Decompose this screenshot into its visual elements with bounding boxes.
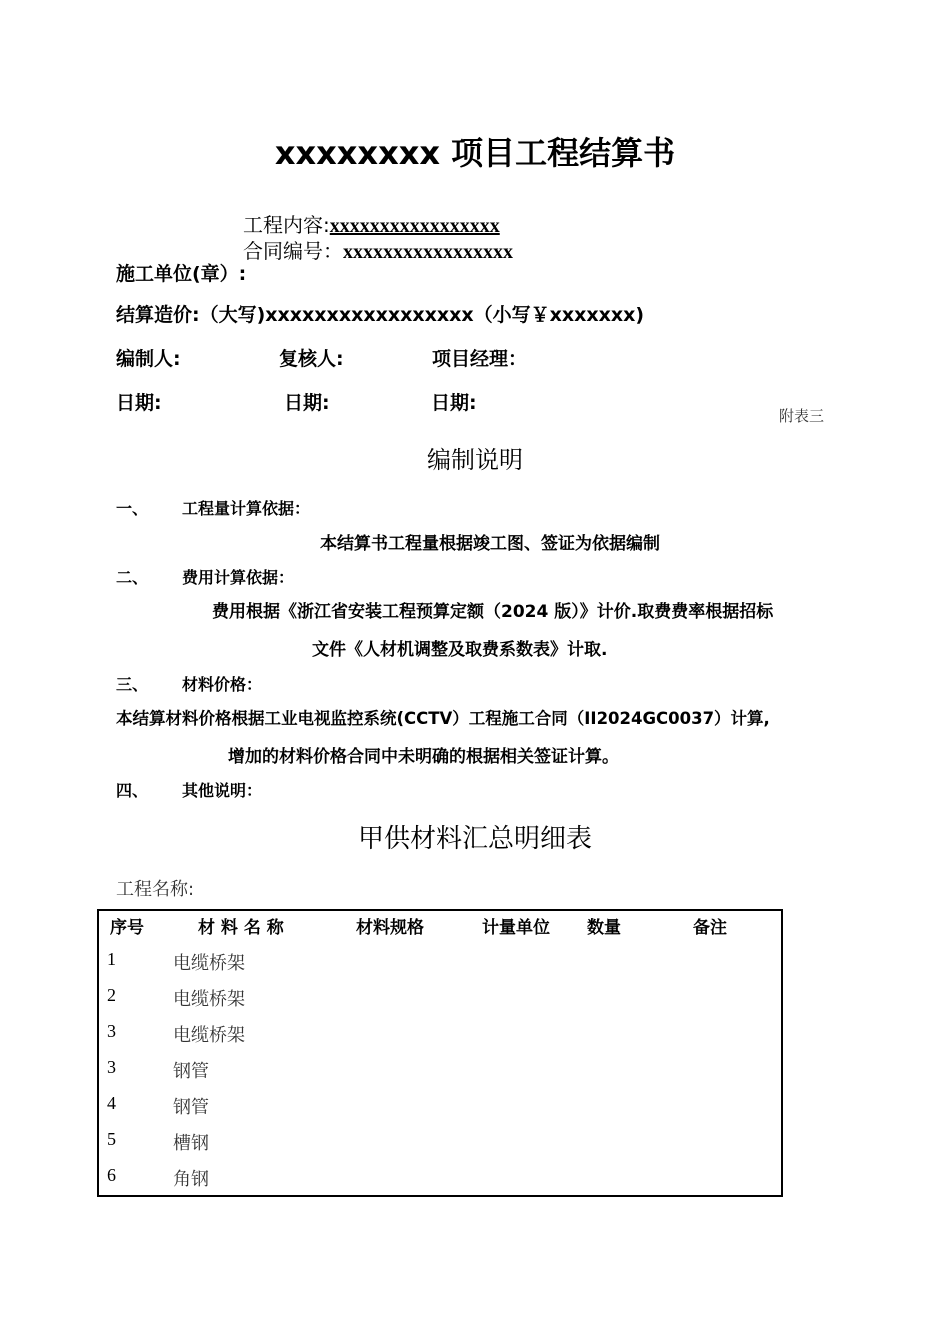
note-text: 文件《人材机调整及取费系数表》计取. [312,640,608,660]
date-label: 日期: [284,392,330,414]
date-label: 日期: [431,392,477,414]
row-number: 3 [107,1057,116,1077]
row-number: 6 [107,1165,116,1185]
contract-value: xxxxxxxxxxxxxxxxx [343,241,513,263]
settlement-price-line: 结算造价:（大写)xxxxxxxxxxxxxxxxx（小写￥xxxxxxx) [116,304,645,326]
note-text: 本结算书工程量根据竣工图、签证为依据编制 [320,534,660,554]
material-name: 电缆桥架 [173,989,245,1010]
note-label: 工程量计算依据： [182,499,311,518]
date-label: 日期: [116,392,162,414]
material-name: 电缆桥架 [173,953,245,974]
column-header: 备注 [693,918,727,938]
material-name: 电缆桥架 [173,1025,245,1046]
content-label: 工程内容: [243,213,330,237]
project-name-label: 工程名称: [116,879,195,900]
note-text: 费用根据《浙江省安装工程预算定额（2024 版）》计价.取费费率根据招标 [212,602,774,622]
note-label: 费用计算依据： [182,568,295,587]
row-number: 1 [107,949,116,969]
compiler-label: 编制人: [116,348,181,370]
content-value: xxxxxxxxxxxxxxxxx [329,215,500,237]
note-number: 一、 [116,499,149,518]
reviewer-label: 复核人: [279,348,344,370]
materials-heading: 甲供材料汇总明细表 [357,824,592,854]
material-name: 钢管 [173,1097,209,1118]
column-header: 材料规格 [356,918,424,938]
column-header: 材 料 名 称 [198,918,284,938]
contract-row [243,235,513,264]
row-number: 5 [107,1129,116,1149]
column-header: 序号 [110,918,144,938]
note-label: 材料价格： [182,675,263,694]
content-row [243,209,500,238]
note-text: 增加的材料价格合同中未明确的根据相关签证计算。 [228,747,619,767]
notes-heading: 编制说明 [427,446,523,474]
note-number: 三、 [116,675,149,694]
project-manager-label: 项目经理： [432,348,528,370]
appendix-label: 附表三 [779,409,825,425]
document-title: xxxxxxxx 项目工程结算书 [274,134,676,172]
material-name: 槽钢 [173,1133,209,1154]
row-number: 3 [107,1021,116,1041]
note-number: 四、 [116,781,149,800]
row-number: 4 [107,1093,116,1113]
row-number: 2 [107,985,116,1005]
material-name: 角钢 [173,1169,209,1190]
material-name: 钢管 [173,1061,209,1082]
column-header: 计量单位 [482,918,550,938]
note-text: 本结算材料价格根据工业电视监控系统(CCTV）工程施工合同（II2024GC0037）计算, [116,709,770,728]
note-label: 其他说明： [182,781,263,800]
contract-label: 合同编号： [243,239,343,263]
construction-unit-label: 施工单位(章）: [116,263,247,285]
note-number: 二、 [116,568,149,587]
column-header: 数量 [587,918,621,938]
